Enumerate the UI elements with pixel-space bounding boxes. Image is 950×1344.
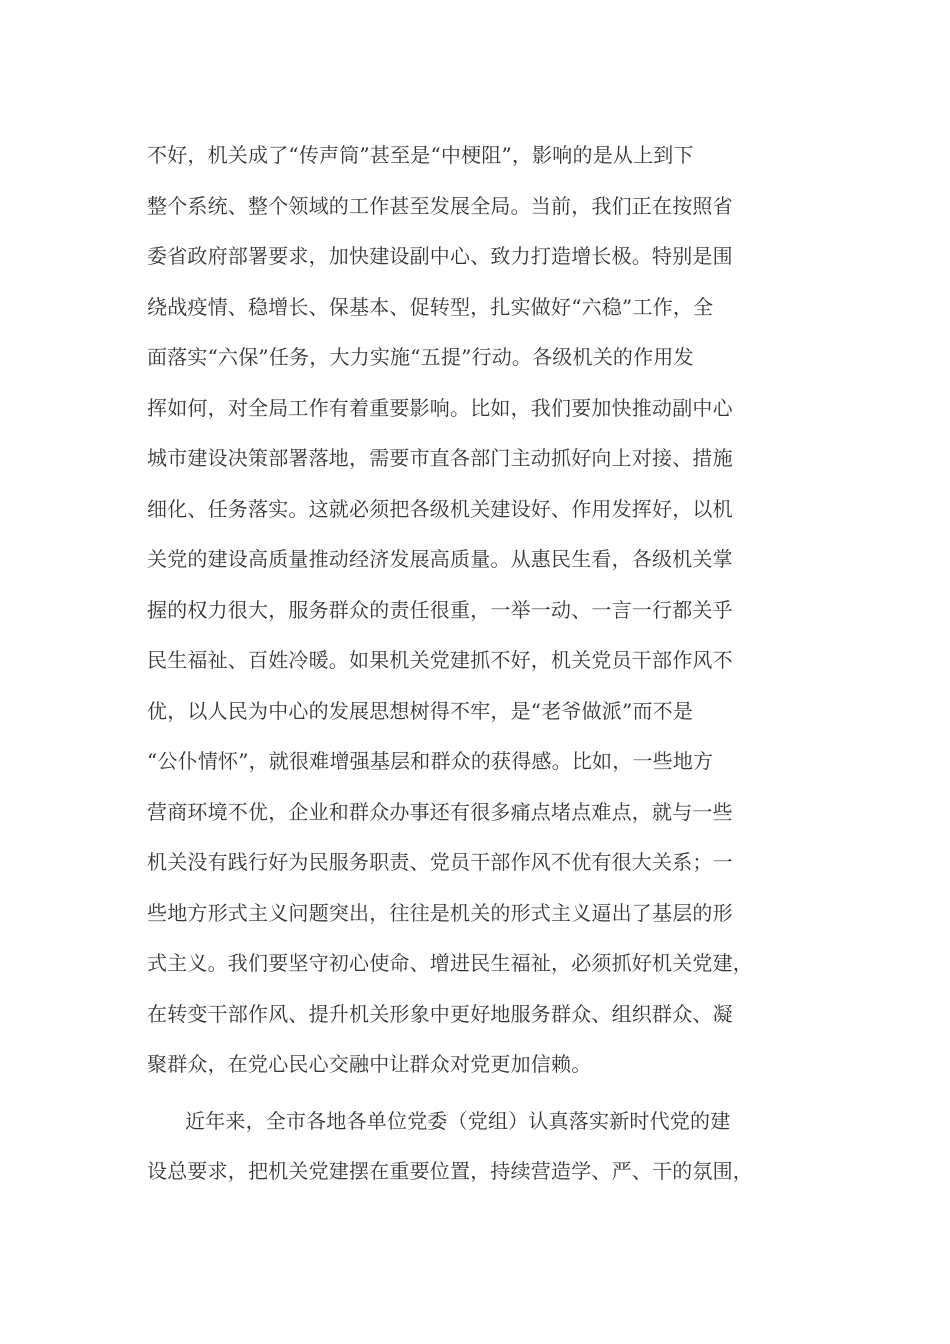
text-line: 委省政府部署要求，加快建设副中心、致力打造增长极。特别是围 <box>147 244 733 268</box>
text-line: 设总要求，把机关党建摆在重要位置，持续营造学、严、干的氛围， <box>147 1159 753 1183</box>
text-line: 民生福祉、百姓冷暖。如果机关党建抓不好，机关党员干部作风不 <box>147 648 733 672</box>
text-line: 绕战疫情、稳增长、保基本、促转型，扎实做好“六稳”工作，全 <box>147 294 714 319</box>
paragraph-2 <box>147 1096 819 1197</box>
text-line: 聚群众，在党心民心交融中让群众对党更加信赖。 <box>147 1052 592 1076</box>
text-line: 些地方形式主义问题突出，往往是机关的形式主义逼出了基层的形 <box>147 900 733 925</box>
document-body <box>147 130 819 1197</box>
text-line: 式主义。我们要坚守初心使命、增进民生福祉，必须抓好机关党建， <box>147 951 753 975</box>
text-line: 握的权力很大，服务群众的责任很重，一举一动、一言一行都关乎 <box>147 597 733 622</box>
text-line: 关党的建设高质量推动经济发展高质量。从惠民生看，各级机关掌 <box>147 547 733 571</box>
text-line: 机关没有践行好为民服务职责、党员干部作风不优有很大关系；一 <box>147 850 733 874</box>
text-line: 城市建设决策部署落地，需要市直各部门主动抓好向上对接、措施 <box>147 446 733 470</box>
text-line: 优，以人民为中心的发展思想树得不牢，是“老爷做派”而不是 <box>147 698 694 723</box>
text-line: 不好，机关成了“传声筒”甚至是“中梗阻”，影响的是从上到下 <box>147 143 694 167</box>
text-line: 挥如何，对全局工作有着重要影响。比如，我们要加快推动副中心 <box>147 395 733 420</box>
text-line: 营商环境不优，企业和群众办事还有很多痛点堵点难点，就与一些 <box>147 799 733 824</box>
text-line: “公仆情怀”，就很难增强基层和群众的获得感。比如，一些地方 <box>147 749 714 773</box>
text-line: 细化、任务落实。这就必须把各级机关建设好、作用发挥好，以机 <box>147 496 733 521</box>
text-line-indented: 近年来，全市各地各单位党委（党组）认真落实新时代党的建 <box>185 1108 731 1133</box>
text-line: 在转变干部作风、提升机关形象中更好地服务群众、组织群众、凝 <box>147 1001 733 1026</box>
text-line: 整个系统、整个领域的工作甚至发展全局。当前，我们正在按照省 <box>147 193 733 218</box>
text-line: 面落实“六保”任务，大力实施“五提”行动。各级机关的作用发 <box>147 345 694 369</box>
paragraph-1 <box>147 130 819 1090</box>
